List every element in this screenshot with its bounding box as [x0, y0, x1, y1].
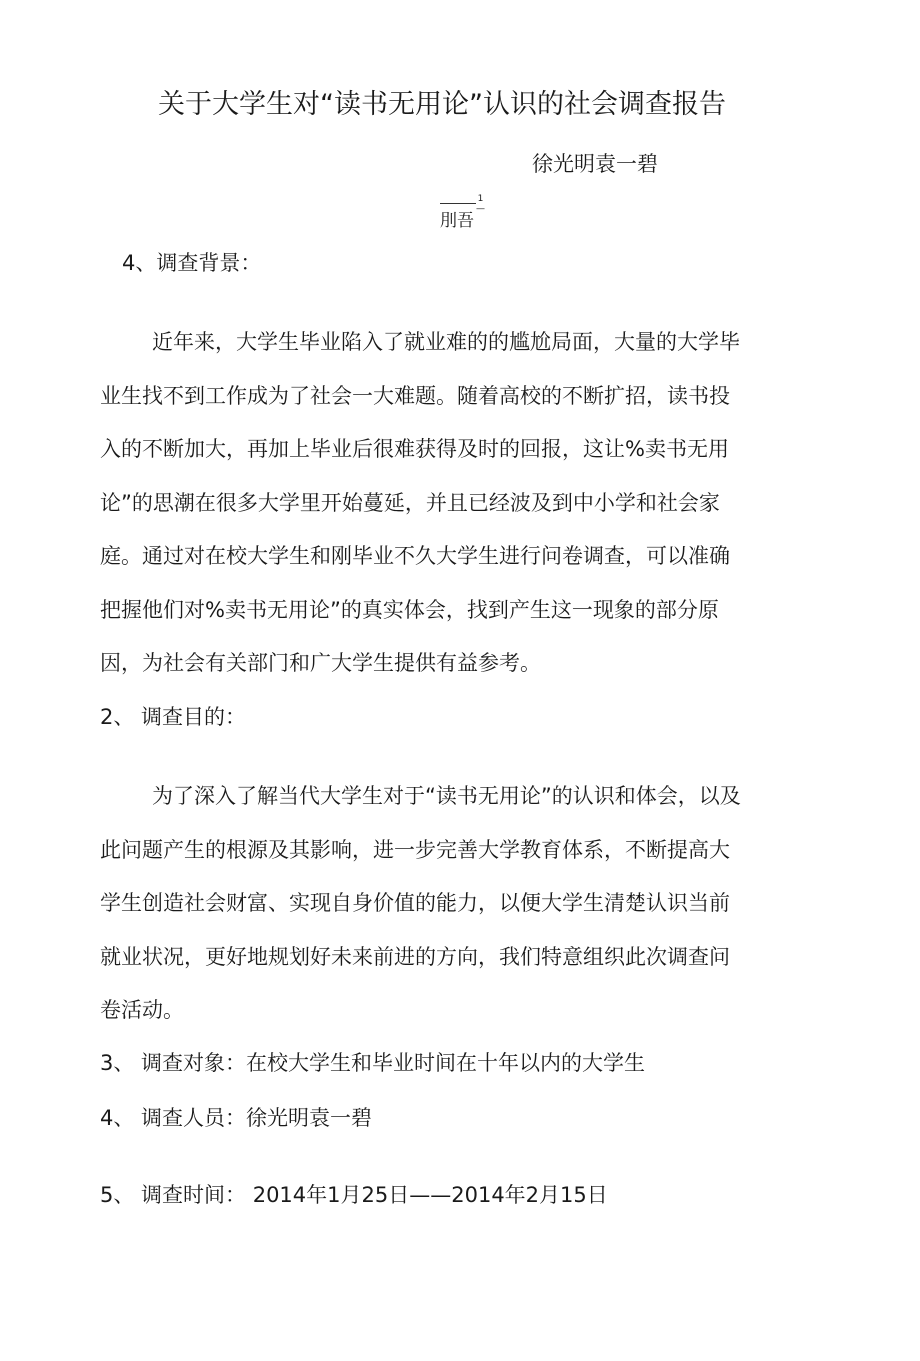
section-heading-background: 4、调查背景： [122, 251, 262, 275]
footnote-mark: 1— [476, 194, 485, 214]
paragraph-line: 学生创造社会财富、实现自身价值的能力，以便大学生清楚认识当前 [100, 891, 730, 915]
paragraph-line: 论”的思潮在很多大学里开始蔓延，并且已经波及到中小学和社会家 [100, 491, 720, 515]
paragraph-line: 庭。通过对在校大学生和刚毕业不久大学生进行问卷调查，可以准确 [100, 544, 730, 568]
section-staff: 4、 调查人员：徐光明袁一碧 [100, 1106, 373, 1130]
section-time: 5、 调查时间： 2014年1月25日——2014年2月15日 [100, 1183, 608, 1207]
preface-text: 刖吾 [440, 211, 474, 231]
paragraph-line: 为了深入了解当代大学生对于“读书无用论”的认识和体会，以及 [152, 784, 741, 808]
paragraph-line: 此问题产生的根源及其影响，进一步完善大学教育体系，不断提高大 [100, 838, 730, 862]
preface-heading [440, 194, 485, 231]
paragraph-line: 因，为社会有关部门和广大学生提供有益参考。 [100, 651, 541, 675]
paragraph-line: 就业状况，更好地规划好未来前进的方向，我们特意组织此次调查问 [100, 945, 730, 969]
author: 徐光明袁一碧 [532, 152, 658, 176]
rule-line [440, 203, 476, 204]
section-heading-purpose: 2、 调查目的： [100, 705, 247, 729]
paragraph-line: 业生找不到工作成为了社会一大难题。随着高校的不断扩招，读书投 [100, 384, 730, 408]
paragraph-line: 把握他们对%卖书无用论”的真实体会，找到产生这一现象的部分原 [100, 598, 719, 622]
document-title: 关于大学生对“读书无用论”认识的社会调查报告 [158, 89, 726, 120]
paragraph-line: 卷活动。 [100, 998, 184, 1022]
paragraph-line: 入的不断加大，再加上毕业后很难获得及时的回报，这让%卖书无用 [100, 437, 729, 461]
section-subjects: 3、 调查对象：在校大学生和毕业时间在十年以内的大学生 [100, 1051, 646, 1075]
paragraph-line: 近年来，大学生毕业陷入了就业难的的尴尬局面，大量的大学毕 [152, 330, 740, 354]
